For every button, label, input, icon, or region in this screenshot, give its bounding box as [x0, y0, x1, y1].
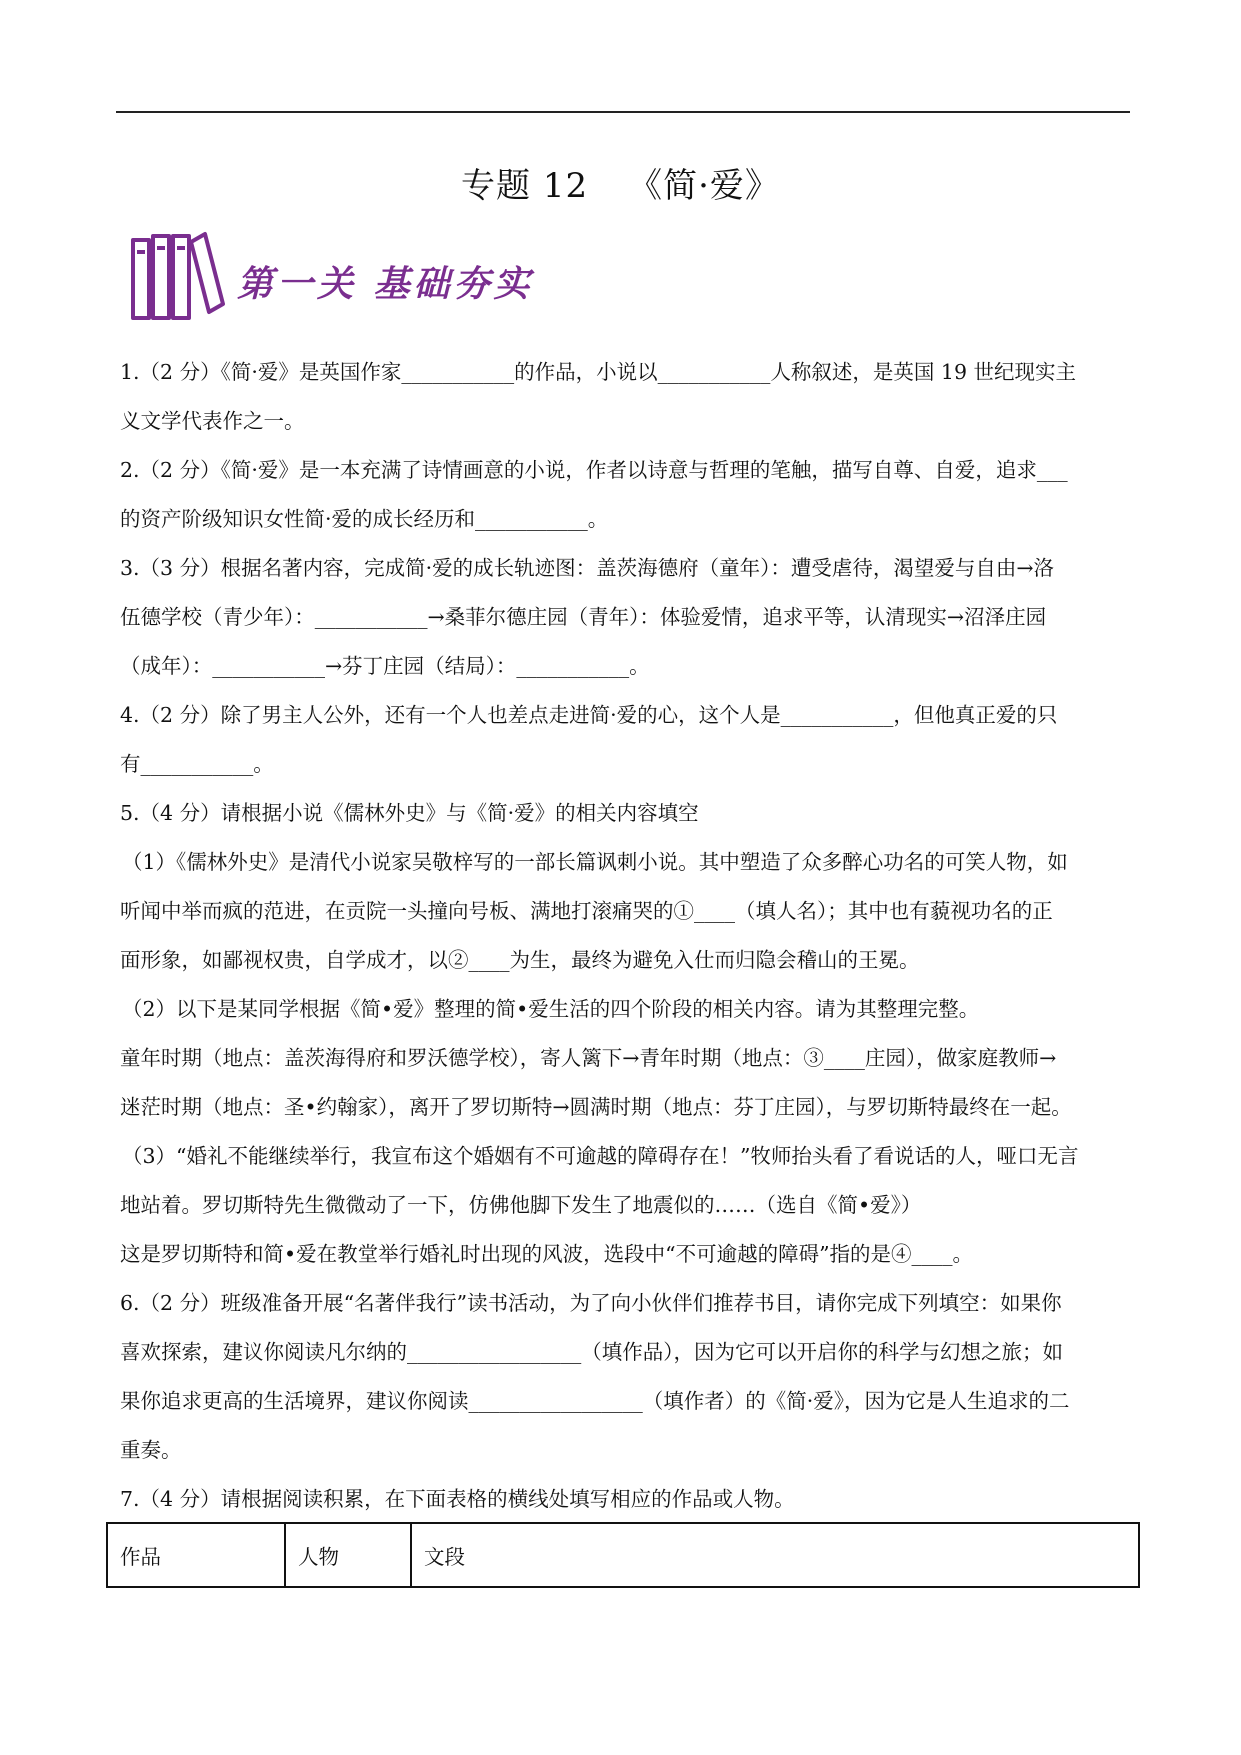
table-header-work: 作品 [107, 1523, 285, 1587]
q5-part3-line-3: 这是罗切斯特和简•爱在教堂举行婚礼时出现的风波，选段中“不可逾越的障碍”指的是④____。 [120, 1242, 974, 1266]
q1-line-2: 义文学代表作之一。 [120, 409, 305, 433]
q2-line-2: 的资产阶级知识女性简·爱的成长经历和___________。 [120, 507, 609, 531]
q7-line-1: 7.（4 分）请根据阅读积累，在下面表格的横线处填写相应的作品或人物。 [120, 1487, 795, 1511]
header-rule [116, 111, 1130, 113]
q5-part3-line-1: （3）“婚礼不能继续举行，我宣布这个婚姻有不可逾越的障碍存在！”牧师抬头看了看说话的人，哑口无言 [122, 1144, 1079, 1168]
q6-line-1: 6.（2 分）班级准备开展“名著伴我行”读书活动，为了向小伙伴们推荐书目，请你完成下列填空：如果你 [120, 1291, 1062, 1315]
title-topic: 专题 12 [461, 166, 589, 206]
q5-part1-line-3: 面形象，如鄙视权贵，自学成才，以②____为生，最终为避免入仕而归隐会稽山的王冕。 [120, 948, 920, 972]
table-header-character: 人物 [285, 1523, 411, 1587]
q3-line-1: 3.（3 分）根据名著内容，完成简·爱的成长轨迹图：盖茨海德府（童年）：遭受虐待，渴望爱与自由→洛 [120, 556, 1055, 580]
q3-line-2: 伍德学校（青少年）：___________→桑菲尔德庄园（青年）：体验爱情，追求平等，认清现实→沼泽庄园 [120, 605, 1047, 629]
answer-table [106, 1522, 1140, 1588]
q6-line-4: 重奏。 [120, 1438, 182, 1462]
q3-line-3: （成年）：___________→芬丁庄园（结局）：___________。 [120, 654, 650, 678]
q5-part1-line-2: 听闻中举而疯的范进，在贡院一头撞向号板、满地打滚痛哭的①____（填人名）；其中也有藐视功名的正 [120, 899, 1053, 923]
q5-part3-line-2: 地站着。罗切斯特先生微微动了一下，仿佛他脚下发生了地震似的……（选自《简•爱》） [120, 1193, 922, 1217]
page-title [0, 158, 1241, 207]
table-header-row [107, 1523, 1139, 1587]
q4-line-2: 有___________。 [120, 752, 274, 776]
q6-line-3: 果你追求更高的生活境界，建议你阅读_________________（填作者）的《简·爱》，因为它是人生追求的二 [120, 1389, 1070, 1413]
q6-line-2: 喜欢探索，建议你阅读凡尔纳的_________________（填作品），因为它可以开启你的科学与幻想之旅；如 [120, 1340, 1063, 1364]
table-header-passage: 文段 [411, 1523, 1139, 1587]
q5-part2-line-1: （2）以下是某同学根据《简•爱》整理的简•爱生活的四个阶段的相关内容。请为其整理完整。 [122, 997, 980, 1021]
q5-part2-line-2: 童年时期（地点：盖茨海得府和罗沃德学校），寄人篱下→青年时期（地点：③____庄园），做家庭教师→ [120, 1046, 1057, 1070]
q5-part2-line-3: 迷茫时期（地点：圣•约翰家），离开了罗切斯特→圆满时期（地点：芬丁庄园），与罗切斯特最终在一起。 [120, 1095, 1072, 1119]
title-book: 《简·爱》 [628, 166, 780, 206]
q5-heading: 5.（4 分）请根据小说《儒林外史》与《简·爱》的相关内容填空 [120, 801, 699, 825]
books-icon [125, 228, 225, 328]
q5-part1-line-1: （1）《儒林外史》是清代小说家吴敬梓写的一部长篇讽刺小说。其中塑造了众多醉心功名的可笑人物，如 [122, 850, 1068, 874]
question-list [120, 348, 1130, 1524]
q4-line-1: 4.（2 分）除了男主人公外，还有一个人也差点走进简·爱的心，这个人是___________，但他真正爱的只 [120, 703, 1058, 727]
q1-line-1: 1.（2 分）《简·爱》是英国作家___________的作品，小说以___________人称叙述，是英国 19 世纪现实主 [120, 360, 1077, 384]
section-banner [125, 228, 575, 328]
q2-line-1: 2.（2 分）《简·爱》是一本充满了诗情画意的小说，作者以诗意与哲理的笔触，描写自尊、自爱，追求___ [120, 458, 1068, 482]
section-banner-title: 第一关 基础夯实 [237, 264, 534, 305]
